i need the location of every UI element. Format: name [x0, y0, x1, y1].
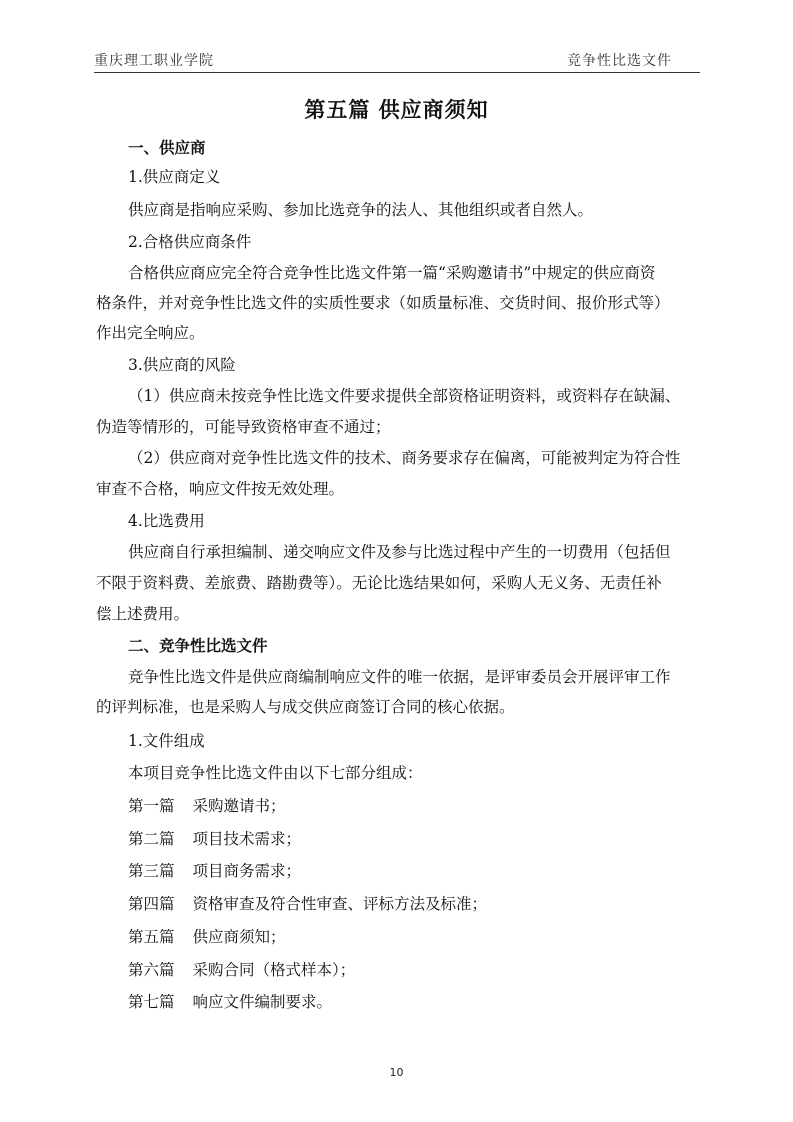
sub2-title: 2.合格供应商条件	[128, 233, 252, 251]
page-number: 10	[389, 1066, 404, 1079]
sub3-line-2: 伪造等情形的，可能导致资格审查不通过；	[96, 418, 391, 436]
section2-line-2: 的评判标准，也是采购人与成交供应商签订合同的核心依据。	[96, 698, 515, 716]
section2-line-1: 竞争性比选文件是供应商编制响应文件的唯一依据，是评审委员会开展评审工作	[128, 668, 671, 686]
part-item: 第七篇 响应文件编制要求。	[128, 993, 333, 1011]
page-title: 第五篇 供应商须知	[304, 98, 489, 122]
sub1-title: 1.供应商定义	[128, 168, 221, 186]
sub2-line-2: 格条件，并对竞争性比选文件的实质性要求（如质量标准、交货时间、报价形式等）	[96, 294, 670, 312]
sub4-line-3: 偿上述费用。	[96, 605, 190, 623]
sub1-text: 供应商是指响应采购、参加比选竞争的法人、其他组织或者自然人。	[128, 201, 594, 219]
page-header	[94, 46, 700, 73]
section2-heading: 二、竞争性比选文件	[128, 637, 268, 655]
composition-intro: 本项目竞争性比选文件由以下七部分组成：	[128, 764, 423, 782]
sub3-line-3: （2）供应商对竞争性比选文件的技术、商务要求存在偏离，可能被判定为符合性	[128, 449, 681, 467]
part-item: 第六篇 采购合同（格式样本）；	[128, 961, 356, 979]
sub2-line-1: 合格供应商应完全符合竞争性比选文件第一篇“采购邀请书”中规定的供应商资	[128, 264, 656, 282]
sub4-line-1: 供应商自行承担编制、递交响应文件及参与比选过程中产生的一切费用（包括但	[128, 543, 671, 561]
section1-heading: 一、供应商	[128, 139, 206, 157]
part-item: 第五篇 供应商须知；	[128, 928, 286, 946]
sub2-line-3: 作出完全响应。	[96, 324, 205, 342]
header-school-name: 重庆理工职业学院	[94, 53, 214, 69]
sub3-title: 3.供应商的风险	[128, 356, 236, 374]
part-item: 第二篇 项目技术需求；	[128, 830, 302, 848]
part-item: 第四篇 资格审查及符合性审查、评标方法及标准；	[128, 895, 488, 913]
part-item: 第一篇 采购邀请书；	[128, 797, 286, 815]
part-item: 第三篇 项目商务需求；	[128, 862, 302, 880]
header-document-title: 竞争性比选文件	[567, 53, 672, 69]
sub4-title: 4.比选费用	[128, 512, 205, 530]
composition-title: 1.文件组成	[128, 732, 205, 750]
sub3-line-4: 审查不合格，响应文件按无效处理。	[96, 480, 345, 498]
sub4-line-2: 不限于资料费、差旅费、踏勘费等）。无论比选结果如何，采购人无义务、无责任补	[96, 574, 662, 592]
sub3-line-1: （1）供应商未按竞争性比选文件要求提供全部资格证明资料，或资料存在缺漏、	[128, 387, 681, 405]
